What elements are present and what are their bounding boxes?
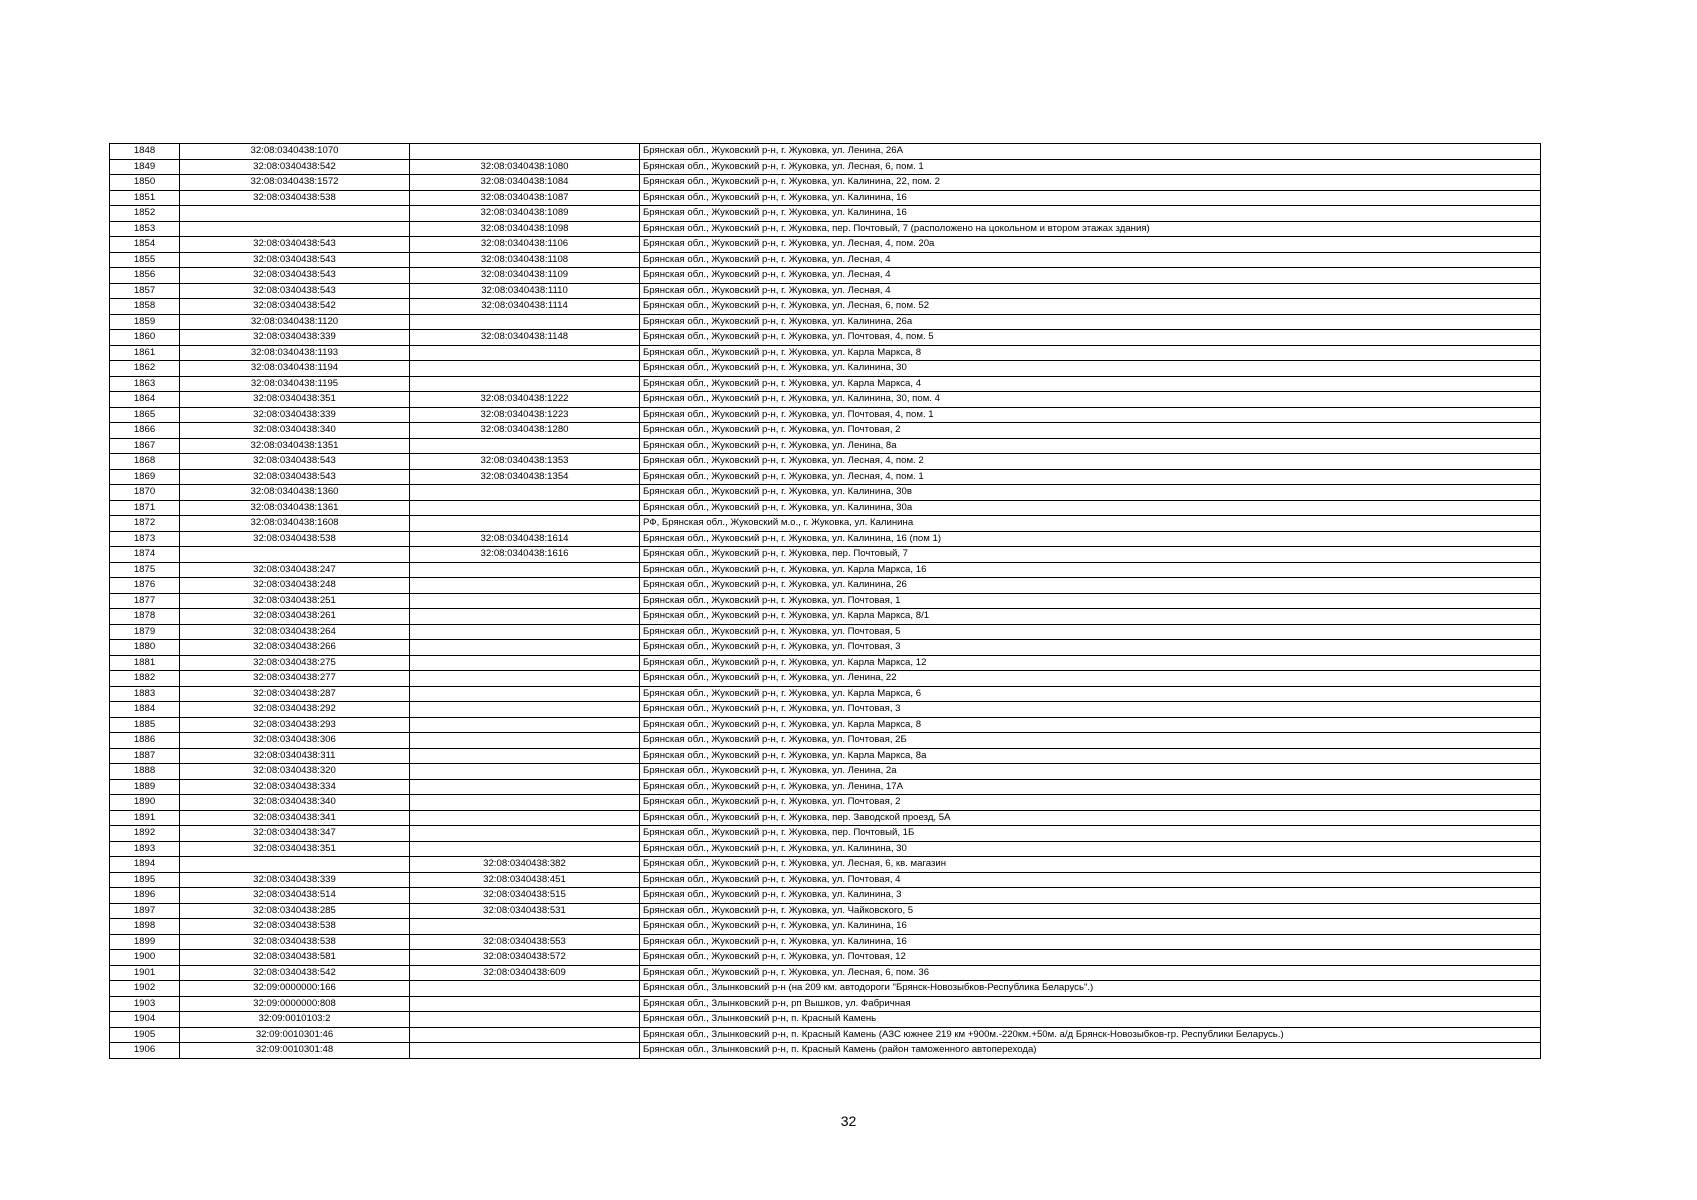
object-number-cell [410,748,640,764]
table-row [110,764,1541,780]
address-cell: Брянская обл., Жуковский р-н, г. Жуковка, ул. Калинина, 22, пом. 2 [640,175,1541,191]
cadastral-number-cell: 32:08:0340438:285 [180,903,410,919]
object-number-cell: 32:08:0340438:1098 [410,221,640,237]
cadastral-number-cell: 32:08:0340438:275 [180,655,410,671]
table-row [110,733,1541,749]
address-cell: Брянская обл., Жуковский р-н, г. Жуковка, ул. Калинина, 30 [640,841,1541,857]
address-cell: Брянская обл., Жуковский р-н, г. Жуковка, ул. Лесная, 4 [640,268,1541,284]
table-row [110,748,1541,764]
cadastral-number-cell: 32:08:0340438:1608 [180,516,410,532]
address-cell: Брянская обл., Жуковский р-н, г. Жуковка, ул. Почтовая, 4 [640,872,1541,888]
row-number-cell: 1871 [110,500,180,516]
cadastral-number-cell: 32:08:0340438:538 [180,190,410,206]
table-row [110,252,1541,268]
row-number-cell: 1897 [110,903,180,919]
table-row [110,934,1541,950]
row-number-cell: 1879 [110,624,180,640]
object-number-cell [410,1027,640,1043]
address-cell: Брянская обл., Жуковский р-н, г. Жуковка, ул. Чайковского, 5 [640,903,1541,919]
address-cell: Брянская обл., Жуковский р-н, г. Жуковка, ул. Почтовая, 4, пом. 5 [640,330,1541,346]
cadastral-number-cell: 32:08:0340438:538 [180,919,410,935]
registry-table [109,143,1541,1059]
address-cell: Брянская обл., Жуковский р-н, г. Жуковка, ул. Лесная, 6, пом. 52 [640,299,1541,315]
row-number-cell: 1854 [110,237,180,253]
table-row [110,361,1541,377]
object-number-cell [410,810,640,826]
object-number-cell [410,671,640,687]
address-cell: Брянская обл., Злынковский р-н, п. Красный Камень (район таможенного автоперехода) [640,1043,1541,1059]
row-number-cell: 1902 [110,981,180,997]
object-number-cell: 32:08:0340438:1353 [410,454,640,470]
object-number-cell [410,981,640,997]
object-number-cell: 32:08:0340438:1110 [410,283,640,299]
table-row [110,841,1541,857]
table-row [110,516,1541,532]
object-number-cell: 32:08:0340438:382 [410,857,640,873]
object-number-cell: 32:08:0340438:1087 [410,190,640,206]
row-number-cell: 1889 [110,779,180,795]
cadastral-number-cell [180,857,410,873]
address-cell: Брянская обл., Жуковский р-н, г. Жуковка, ул. Калинина, 30в [640,485,1541,501]
cadastral-number-cell: 32:08:0340438:581 [180,950,410,966]
table-row [110,779,1541,795]
object-number-cell [410,361,640,377]
table-row [110,593,1541,609]
object-number-cell [410,593,640,609]
row-number-cell: 1851 [110,190,180,206]
address-cell: Брянская обл., Жуковский р-н, г. Жуковка, ул. Карла Маркса, 6 [640,686,1541,702]
cadastral-number-cell: 32:08:0340438:538 [180,531,410,547]
object-number-cell [410,516,640,532]
table-row [110,562,1541,578]
table-row [110,981,1541,997]
object-number-cell: 32:08:0340438:1222 [410,392,640,408]
address-cell: Брянская обл., Жуковский р-н, г. Жуковка, ул. Калинина, 30, пом. 4 [640,392,1541,408]
row-number-cell: 1883 [110,686,180,702]
row-number-cell: 1904 [110,1012,180,1028]
object-number-cell [410,717,640,733]
address-cell: Брянская обл., Злынковский р-н, п. Красный Камень (АЗС южнее 219 км +900м.-220км.+50м. а/д Брянск-Новозыбков-гр. Республики Беларусь.) [640,1027,1541,1043]
cadastral-number-cell: 32:08:0340438:543 [180,252,410,268]
address-cell: Брянская обл., Злынковский р-н, рп Вышков, ул. Фабричная [640,996,1541,1012]
object-number-cell [410,686,640,702]
cadastral-number-cell: 32:08:0340438:247 [180,562,410,578]
table-row [110,206,1541,222]
row-number-cell: 1890 [110,795,180,811]
address-cell: Брянская обл., Жуковский р-н, г. Жуковка, ул. Карла Маркса, 8а [640,748,1541,764]
cadastral-number-cell: 32:08:0340438:538 [180,934,410,950]
cadastral-number-cell: 32:08:0340438:543 [180,268,410,284]
object-number-cell: 32:08:0340438:531 [410,903,640,919]
table-row [110,872,1541,888]
row-number-cell: 1865 [110,407,180,423]
address-cell: Брянская обл., Жуковский р-н, г. Жуковка, ул. Ленина, 22 [640,671,1541,687]
table-row [110,965,1541,981]
cadastral-number-cell: 32:09:0010301:46 [180,1027,410,1043]
table-row [110,996,1541,1012]
object-number-cell [410,500,640,516]
object-number-cell [410,779,640,795]
address-cell: Брянская обл., Жуковский р-н, г. Жуковка, ул. Почтовая, 2Б [640,733,1541,749]
object-number-cell: 32:08:0340438:1109 [410,268,640,284]
row-number-cell: 1878 [110,609,180,625]
object-number-cell [410,578,640,594]
table-row [110,485,1541,501]
table-row [110,221,1541,237]
object-number-cell: 32:08:0340438:1280 [410,423,640,439]
table-row [110,547,1541,563]
row-number-cell: 1905 [110,1027,180,1043]
cadastral-number-cell: 32:08:0340438:266 [180,640,410,656]
object-number-cell [410,919,640,935]
table-row [110,795,1541,811]
object-number-cell: 32:08:0340438:1084 [410,175,640,191]
row-number-cell: 1906 [110,1043,180,1059]
row-number-cell: 1861 [110,345,180,361]
address-cell: Брянская обл., Жуковский р-н, г. Жуковка, ул. Карла Маркса, 12 [640,655,1541,671]
address-cell: Брянская обл., Жуковский р-н, г. Жуковка, ул. Почтовая, 3 [640,702,1541,718]
object-number-cell [410,438,640,454]
table-row [110,283,1541,299]
address-cell: Брянская обл., Жуковский р-н, г. Жуковка, ул. Ленина, 26А [640,144,1541,160]
address-cell: Брянская обл., Жуковский р-н, г. Жуковка, ул. Почтовая, 4, пом. 1 [640,407,1541,423]
table-row [110,454,1541,470]
address-cell: Брянская обл., Жуковский р-н, г. Жуковка, ул. Ленина, 2а [640,764,1541,780]
table-row [110,531,1541,547]
table-row [110,810,1541,826]
table-row [110,438,1541,454]
cadastral-number-cell: 32:08:0340438:264 [180,624,410,640]
address-cell: Брянская обл., Жуковский р-н, г. Жуковка, ул. Почтовая, 2 [640,423,1541,439]
table-row [110,423,1541,439]
object-number-cell: 32:08:0340438:1148 [410,330,640,346]
object-number-cell: 32:08:0340438:1223 [410,407,640,423]
table-row [110,376,1541,392]
object-number-cell [410,1012,640,1028]
address-cell: Брянская обл., Жуковский р-н, г. Жуковка, ул. Лесная, 4, пом. 2 [640,454,1541,470]
row-number-cell: 1881 [110,655,180,671]
object-number-cell: 32:08:0340438:1616 [410,547,640,563]
address-cell: Брянская обл., Жуковский р-н, г. Жуковка, ул. Лесная, 4 [640,252,1541,268]
row-number-cell: 1882 [110,671,180,687]
cadastral-number-cell: 32:08:0340438:306 [180,733,410,749]
object-number-cell: 32:08:0340438:1354 [410,469,640,485]
row-number-cell: 1849 [110,159,180,175]
row-number-cell: 1893 [110,841,180,857]
row-number-cell: 1868 [110,454,180,470]
table-row [110,686,1541,702]
table-row [110,903,1541,919]
cadastral-number-cell: 32:08:0340438:542 [180,159,410,175]
object-number-cell [410,345,640,361]
row-number-cell: 1886 [110,733,180,749]
cadastral-number-cell: 32:08:0340438:339 [180,330,410,346]
table-row [110,175,1541,191]
address-cell: Брянская обл., Жуковский р-н, г. Жуковка, ул. Почтовая, 5 [640,624,1541,640]
cadastral-number-cell: 32:09:0000000:166 [180,981,410,997]
address-cell: Брянская обл., Жуковский р-н, г. Жуковка, ул. Карла Маркса, 4 [640,376,1541,392]
row-number-cell: 1895 [110,872,180,888]
table-row [110,1012,1541,1028]
table-row [110,268,1541,284]
cadastral-number-cell: 32:08:0340438:339 [180,872,410,888]
cadastral-number-cell: 32:08:0340438:543 [180,283,410,299]
object-number-cell [410,733,640,749]
row-number-cell: 1858 [110,299,180,315]
cadastral-number-cell: 32:08:0340438:277 [180,671,410,687]
cadastral-number-cell: 32:08:0340438:341 [180,810,410,826]
cadastral-number-cell: 32:09:0010301:48 [180,1043,410,1059]
address-cell: Брянская обл., Жуковский р-н, г. Жуковка, ул. Калинина, 26 [640,578,1541,594]
row-number-cell: 1900 [110,950,180,966]
object-number-cell [410,640,640,656]
object-number-cell: 32:08:0340438:553 [410,934,640,950]
address-cell: Брянская обл., Жуковский р-н, г. Жуковка, ул. Калинина, 26а [640,314,1541,330]
table-row [110,826,1541,842]
row-number-cell: 1864 [110,392,180,408]
address-cell: Брянская обл., Жуковский р-н, г. Жуковка, ул. Карла Маркса, 8 [640,345,1541,361]
cadastral-number-cell: 32:08:0340438:1361 [180,500,410,516]
table-row [110,345,1541,361]
row-number-cell: 1853 [110,221,180,237]
table-row [110,857,1541,873]
table-row [110,1043,1541,1059]
row-number-cell: 1899 [110,934,180,950]
object-number-cell [410,655,640,671]
cadastral-number-cell: 32:08:0340438:340 [180,795,410,811]
address-cell: Брянская обл., Жуковский р-н, г. Жуковка, ул. Лесная, 6, пом. 36 [640,965,1541,981]
object-number-cell: 32:08:0340438:572 [410,950,640,966]
address-cell: Брянская обл., Жуковский р-н, г. Жуковка, ул. Калинина, 30 [640,361,1541,377]
cadastral-number-cell: 32:08:0340438:1120 [180,314,410,330]
address-cell: Брянская обл., Жуковский р-н, г. Жуковка, ул. Калинина, 16 [640,934,1541,950]
row-number-cell: 1891 [110,810,180,826]
table-row [110,578,1541,594]
cadastral-number-cell: 32:08:0340438:543 [180,469,410,485]
address-cell: Брянская обл., Жуковский р-н, г. Жуковка, пер. Почтовый, 7 [640,547,1541,563]
cadastral-number-cell [180,206,410,222]
row-number-cell: 1880 [110,640,180,656]
cadastral-number-cell: 32:08:0340438:1195 [180,376,410,392]
cadastral-number-cell: 32:08:0340438:248 [180,578,410,594]
cadastral-number-cell: 32:08:0340438:287 [180,686,410,702]
cadastral-number-cell: 32:08:0340438:543 [180,237,410,253]
table-row [110,1027,1541,1043]
table-row [110,469,1541,485]
row-number-cell: 1894 [110,857,180,873]
object-number-cell: 32:08:0340438:1108 [410,252,640,268]
table-row [110,500,1541,516]
address-cell: Брянская обл., Жуковский р-н, г. Жуковка, пер. Почтовый, 7 (расположено на цокольном и втором этажах здания) [640,221,1541,237]
cadastral-number-cell: 32:08:0340438:1351 [180,438,410,454]
object-number-cell [410,609,640,625]
table-row [110,950,1541,966]
address-cell: Брянская обл., Жуковский р-н, г. Жуковка, ул. Почтовая, 2 [640,795,1541,811]
object-number-cell [410,485,640,501]
cadastral-number-cell: 32:08:0340438:542 [180,299,410,315]
cadastral-number-cell: 32:08:0340438:542 [180,965,410,981]
object-number-cell: 32:08:0340438:1106 [410,237,640,253]
object-number-cell [410,1043,640,1059]
cadastral-number-cell: 32:08:0340438:543 [180,454,410,470]
table-row [110,640,1541,656]
table-row [110,655,1541,671]
object-number-cell [410,376,640,392]
cadastral-number-cell: 32:08:0340438:347 [180,826,410,842]
cadastral-number-cell: 32:08:0340438:1360 [180,485,410,501]
row-number-cell: 1877 [110,593,180,609]
row-number-cell: 1901 [110,965,180,981]
cadastral-number-cell: 32:08:0340438:514 [180,888,410,904]
row-number-cell: 1856 [110,268,180,284]
row-number-cell: 1863 [110,376,180,392]
object-number-cell [410,562,640,578]
table-row [110,190,1541,206]
address-cell: Брянская обл., Жуковский р-н, г. Жуковка, ул. Карла Маркса, 16 [640,562,1541,578]
object-number-cell [410,624,640,640]
table-row [110,330,1541,346]
address-cell: Брянская обл., Жуковский р-н, г. Жуковка, ул. Калинина, 16 [640,919,1541,935]
address-cell: Брянская обл., Жуковский р-н, г. Жуковка, ул. Почтовая, 3 [640,640,1541,656]
object-number-cell [410,841,640,857]
cadastral-number-cell: 32:08:0340438:261 [180,609,410,625]
cadastral-number-cell: 32:08:0340438:292 [180,702,410,718]
address-cell: Брянская обл., Жуковский р-н, г. Жуковка, ул. Лесная, 4 [640,283,1541,299]
object-number-cell: 32:08:0340438:1614 [410,531,640,547]
row-number-cell: 1888 [110,764,180,780]
object-number-cell: 32:08:0340438:451 [410,872,640,888]
object-number-cell [410,826,640,842]
cadastral-number-cell: 32:08:0340438:320 [180,764,410,780]
cadastral-number-cell: 32:09:0010103:2 [180,1012,410,1028]
object-number-cell [410,702,640,718]
address-cell: Брянская обл., Жуковский р-н, г. Жуковка, ул. Лесная, 4, пом. 20а [640,237,1541,253]
object-number-cell [410,314,640,330]
address-cell: Брянская обл., Жуковский р-н, г. Жуковка, ул. Калинина, 16 [640,190,1541,206]
row-number-cell: 1860 [110,330,180,346]
cadastral-number-cell: 32:08:0340438:1572 [180,175,410,191]
cadastral-number-cell: 32:08:0340438:340 [180,423,410,439]
table-row [110,407,1541,423]
row-number-cell: 1870 [110,485,180,501]
row-number-cell: 1850 [110,175,180,191]
address-cell: Брянская обл., Жуковский р-н, г. Жуковка, ул. Карла Маркса, 8 [640,717,1541,733]
cadastral-number-cell: 32:09:0000000:808 [180,996,410,1012]
table-row [110,159,1541,175]
row-number-cell: 1857 [110,283,180,299]
address-cell: Брянская обл., Жуковский р-н, г. Жуковка, ул. Ленина, 8а [640,438,1541,454]
object-number-cell: 32:08:0340438:1080 [410,159,640,175]
row-number-cell: 1869 [110,469,180,485]
row-number-cell: 1874 [110,547,180,563]
address-cell: Брянская обл., Жуковский р-н, г. Жуковка, ул. Почтовая, 1 [640,593,1541,609]
address-cell: Брянская обл., Жуковский р-н, г. Жуковка, ул. Лесная, 4, пом. 1 [640,469,1541,485]
table-row [110,624,1541,640]
address-cell: Брянская обл., Жуковский р-н, г. Жуковка, ул. Калинина, 16 (пом 1) [640,531,1541,547]
table-row [110,237,1541,253]
row-number-cell: 1855 [110,252,180,268]
cadastral-number-cell: 32:08:0340438:334 [180,779,410,795]
cadastral-number-cell: 32:08:0340438:311 [180,748,410,764]
row-number-cell: 1848 [110,144,180,160]
cadastral-number-cell: 32:08:0340438:339 [180,407,410,423]
object-number-cell [410,144,640,160]
row-number-cell: 1866 [110,423,180,439]
address-cell: Брянская обл., Жуковский р-н, г. Жуковка, пер. Заводской проезд, 5А [640,810,1541,826]
row-number-cell: 1892 [110,826,180,842]
row-number-cell: 1885 [110,717,180,733]
row-number-cell: 1859 [110,314,180,330]
table-row [110,919,1541,935]
cadastral-number-cell: 32:08:0340438:1194 [180,361,410,377]
object-number-cell: 32:08:0340438:609 [410,965,640,981]
row-number-cell: 1873 [110,531,180,547]
row-number-cell: 1867 [110,438,180,454]
cadastral-number-cell [180,221,410,237]
address-cell: Брянская обл., Жуковский р-н, г. Жуковка, ул. Карла Маркса, 8/1 [640,609,1541,625]
cadastral-number-cell: 32:08:0340438:1193 [180,345,410,361]
table-row [110,392,1541,408]
row-number-cell: 1903 [110,996,180,1012]
table-row [110,314,1541,330]
row-number-cell: 1872 [110,516,180,532]
row-number-cell: 1876 [110,578,180,594]
table-row [110,717,1541,733]
table-row [110,888,1541,904]
address-cell: Брянская обл., Жуковский р-н, г. Жуковка, ул. Почтовая, 12 [640,950,1541,966]
row-number-cell: 1884 [110,702,180,718]
cadastral-number-cell: 32:08:0340438:251 [180,593,410,609]
object-number-cell [410,764,640,780]
address-cell: Брянская обл., Жуковский р-н, г. Жуковка, ул. Калинина, 16 [640,206,1541,222]
table-row [110,144,1541,160]
table-row [110,299,1541,315]
address-cell: Брянская обл., Жуковский р-н, г. Жуковка, ул. Ленина, 17А [640,779,1541,795]
cadastral-number-cell: 32:08:0340438:1070 [180,144,410,160]
cadastral-number-cell: 32:08:0340438:351 [180,392,410,408]
address-cell: Брянская обл., Жуковский р-н, г. Жуковка, ул. Калинина, 3 [640,888,1541,904]
table-row [110,671,1541,687]
address-cell: РФ, Брянская обл., Жуковский м.о., г. Жуковка, ул. Калинина [640,516,1541,532]
address-cell: Брянская обл., Злынковский р-н, п. Красный Камень [640,1012,1541,1028]
row-number-cell: 1875 [110,562,180,578]
address-cell: Брянская обл., Жуковский р-н, г. Жуковка, ул. Калинина, 30а [640,500,1541,516]
object-number-cell: 32:08:0340438:515 [410,888,640,904]
row-number-cell: 1862 [110,361,180,377]
object-number-cell [410,996,640,1012]
row-number-cell: 1887 [110,748,180,764]
registry-table-body [110,144,1541,1059]
row-number-cell: 1896 [110,888,180,904]
object-number-cell: 32:08:0340438:1089 [410,206,640,222]
row-number-cell: 1898 [110,919,180,935]
cadastral-number-cell: 32:08:0340438:351 [180,841,410,857]
address-cell: Брянская обл., Жуковский р-н, г. Жуковка, ул. Лесная, 6, пом. 1 [640,159,1541,175]
address-cell: Брянская обл., Жуковский р-н, г. Жуковка, пер. Почтовый, 1Б [640,826,1541,842]
page-number: 32 [840,1113,857,1129]
address-cell: Брянская обл., Злынковский р-н (на 209 км. автодороги "Брянск-Новозыбков-Республика Беларусь".) [640,981,1541,997]
cadastral-number-cell [180,547,410,563]
object-number-cell [410,795,640,811]
table-row [110,609,1541,625]
row-number-cell: 1852 [110,206,180,222]
address-cell: Брянская обл., Жуковский р-н, г. Жуковка, ул. Лесная, 6, кв. магазин [640,857,1541,873]
table-row [110,702,1541,718]
object-number-cell: 32:08:0340438:1114 [410,299,640,315]
cadastral-number-cell: 32:08:0340438:293 [180,717,410,733]
